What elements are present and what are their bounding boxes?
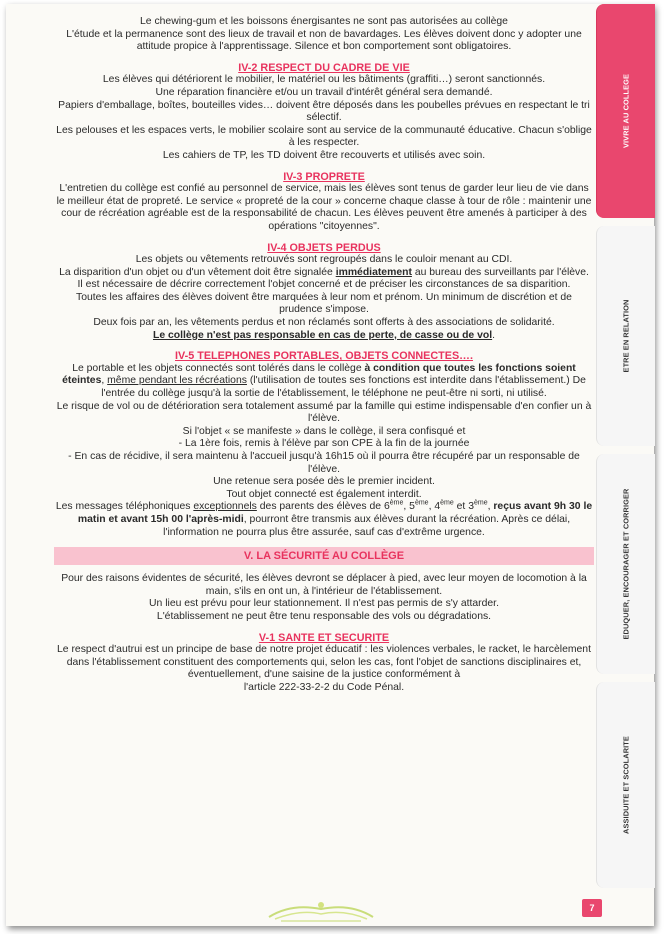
v-p3: L'établissement ne peut être tenu responsable des vols ou dégradations. (156, 610, 492, 622)
iv2-p5: Les cahiers de TP, les TD doivent être recouverts et utilisés avec soin. (162, 149, 486, 161)
section-iv5-title: IV-5 TELEPHONES PORTABLES, OBJETS CONNECTES…. (175, 350, 473, 363)
iv5-p8-g: , (487, 501, 491, 513)
v1-p2: l'article 222-33-2-2 du Code Pénal. (243, 681, 405, 693)
iv5-p8-i: , pourront être transmis aux élèves durant la récréation. Après ce délai, l'information ne pourra plus être assurée, sauf cas d'extrême urgence. (163, 513, 571, 538)
iv5-p1: Le portable et les objets connectés sont tolérés dans le collège à condition que toutes les fonctions soient éteintes, même pendant les récréations (l'utilisation de toutes ses fonctions est interdite dans l'établissement.) De l'entrée du collège jusqu'à la sortie de l'établissement, le téléphone ne peut-être ni sorti, ni utilisé. (62, 362, 586, 400)
iv5-p2: Le risque de vol ou de détérioration sera totalement assumé par la famille qui estime indispensable d'en confier un à l'élève. (56, 400, 592, 425)
iv5-p6: Une retenue sera posée dès le premier incident. (213, 476, 435, 488)
iv4-p1: Les objets ou vêtements retrouvés sont regroupés dans le couloir menant au CDI. (135, 254, 513, 266)
v-p1: Pour des raisons évidentes de sécurité, les élèves devront se déplacer à pied, avec leur moyen de locomotion à la main, s'ils en ont un, à l'intérieur de l'établissement. (61, 573, 587, 597)
iv2-p1: Les élèves qui détériorent le mobilier, le matériel ou les bâtiments (graffiti…) seront sanctionnés. (102, 74, 546, 86)
intro-line-1: Le chewing-gum et les boissons énergisantes ne sont pas autorisées au collège (140, 16, 508, 27)
iv5-p8-f: et 3 (453, 501, 474, 513)
section-v-title: V. LA SÉCURITÉ AU COLLÈGE (54, 547, 594, 565)
iv4-p5: Deux fois par an, les vêtements perdus et non réclamés sont offerts à des associations de solidarité. (93, 317, 555, 329)
iv5-p1-underline: même pendant les récréations (107, 375, 247, 387)
iv5-p1-d: (l'utilisation de toutes ses fonctions est interdite dans l'établissement.) De l'entrée du collège jusqu'à la sortie de l'établissement, le téléphone ne peut-être ni sorti, ni utilisé. (101, 375, 586, 400)
iv4-p3: Il est nécessaire de décrire correctement l'objet concerné et de préciser les circonstances de sa disparition. (77, 279, 571, 291)
section-iv3-title: IV-3 PROPRETE (283, 170, 365, 183)
iv2-p4: Les pelouses et les espaces verts, le mobilier scolaire sont au service de la communauté éducative. Chacun s'oblige à les respecter. (56, 124, 592, 149)
school-logo-icon (261, 897, 381, 923)
iv4-p2-a: La disparition d'un objet ou d'un vêtement doit être signalée (59, 266, 333, 278)
tab-eduquer[interactable] (596, 454, 655, 674)
tab-label: EDUQUER, ENCOURAGER ET CORRIGER (621, 488, 631, 640)
tab-vivre-au-college[interactable] (596, 4, 655, 218)
iv5-p8-bold: reçus avant 9h 30 le matin et avant 15h 00 l'après-midi (77, 501, 593, 525)
iv5-p8-e: , 4 (428, 501, 441, 513)
iv2-p2: Une réparation financière et/ou un travail d'intérêt général sera demandé. (155, 86, 493, 98)
sup-5: ème (414, 499, 429, 507)
tab-etre-en-relation[interactable] (596, 226, 655, 446)
iv4-p2-emphasis: immédiatement (335, 266, 412, 278)
page-sheet (6, 4, 654, 926)
section-v1-title: V-1 SANTE ET SECURITE (258, 631, 390, 644)
tab-label: ETRE EN RELATION (621, 299, 631, 373)
tab-label: VIVRE AU COLLEGE (621, 73, 631, 149)
iv5-p8-a: Les messages téléphoniques (55, 501, 191, 513)
iv5-p1-bold: à condition que toutes les fonctions soient éteintes (62, 362, 576, 387)
iv5-p8 (54, 501, 594, 539)
iv5-p5: - En cas de récidive, il sera maintenu à l'accueil jusqu'à 16h15 où il pourra être récupéré par un responsable de l'élève. (68, 451, 580, 475)
sup-3: ème (473, 499, 488, 507)
iv2-p3: Papiers d'emballage, boîtes, bouteilles vides… doivent être déposés dans les poubelles prévues en respectant le tri sélectif. (58, 99, 590, 124)
iv5-p8-underline: exceptionnels (193, 501, 257, 513)
sup-6: ème (389, 499, 404, 507)
sup-4: ème (440, 499, 454, 507)
tab-assiduite[interactable] (596, 682, 655, 888)
iv3-p1: L'entretien du collège est confié au personnel de service, mais les élèves sont tenus de garder leur lieu de vie dans le meilleur état de propreté. Le service « propreté de la cour » concerne chaque classe à tour de rôle : maintenir une cour de récréation agréable est de la responsabilité de chacun. Les élèves peuvent être amenés à participer à des opérations "citoyennes". (56, 183, 592, 232)
tab-label: ASSIDUITE ET SCOLARITE (621, 736, 631, 834)
page-content (54, 16, 594, 695)
iv5-p4: - La 1ère fois, remis à l'élève par son CPE à la fin de la journée (178, 438, 470, 450)
iv4-p2-c: au bureau des surveillants par l'élève. (414, 266, 589, 278)
iv5-p7: Tout objet connecté est également interdit. (226, 488, 422, 500)
section-iv4-title: IV-4 OBJETS PERDUS (267, 241, 381, 254)
section-iv2-title: IV-2 RESPECT DU CADRE DE VIE (238, 61, 410, 74)
iv5-p8-d: , 5 (403, 501, 415, 513)
iv4-p6: Le collège n'est pas responsable en cas de perte, de casse ou de vol. (152, 329, 496, 341)
v1-p1: Le respect d'autrui est un principe de base de notre projet éducatif : les violences verbales, le racket, le harcèlement dans l'établissement constituent des comportements qui, selon les cas, font l'objet de sanctions disciplinaires et, éventuellement, d'une saisine de la justice conformément à (57, 644, 591, 681)
iv4-p2 (54, 267, 594, 280)
v-p2: Un lieu est prévu pour leur stationnement. Il n'est pas permis de s'y attarder. (149, 598, 499, 610)
iv5-p1-a: Le portable et les objets connectés sont tolérés dans le collège (72, 362, 362, 374)
iv4-p4: Toutes les affaires des élèves doivent être marquées à leur nom et prénom. Un minimum de discrétion et de prudence s'impose. (76, 291, 572, 316)
iv4-disclaimer: Le collège n'est pas responsable en cas de perte, de casse ou de vol (152, 329, 493, 341)
iv5-p3: Si l'objet « se manifeste » dans le collège, il sera confisqué et (182, 425, 466, 437)
page-number: 7 (582, 899, 602, 917)
chapter-tabs (596, 4, 654, 926)
intro-line-2: L'étude et la permanence sont des lieux de travail et non de bavardages. Les élèves doivent donc y adopter une attitude propice à l'apprentissage. Silence et bon comportement sont obligatoires. (66, 28, 582, 53)
iv5-p8-c: des parents des élèves de 6 (259, 501, 390, 513)
